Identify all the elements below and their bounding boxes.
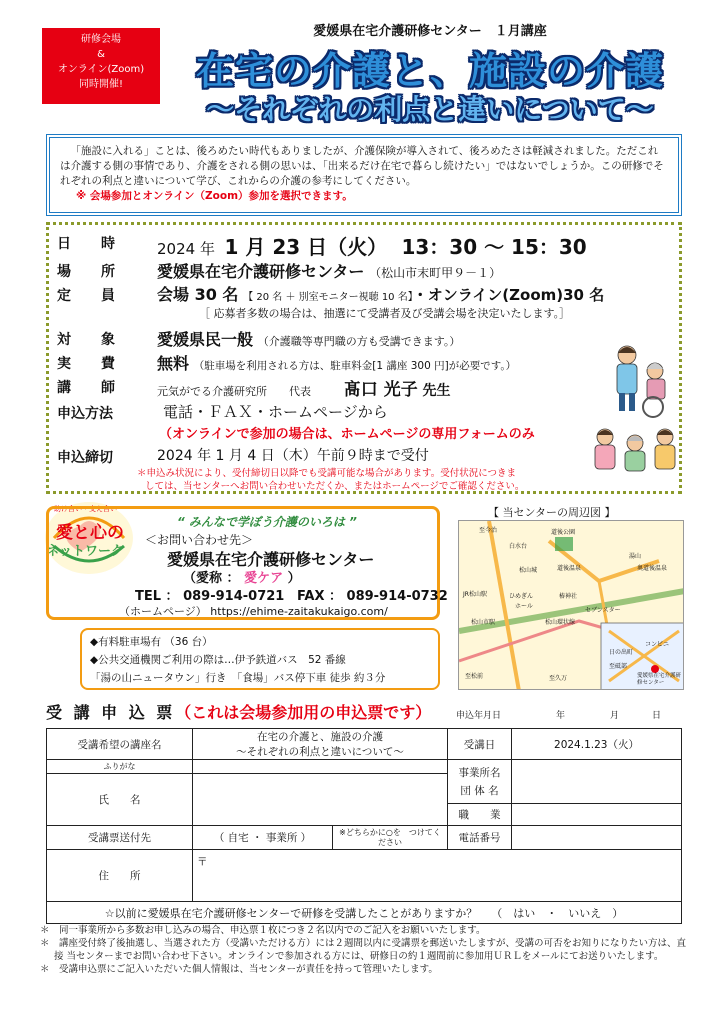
map-roads — [459, 521, 684, 690]
map-label-9: 松山環状線 — [545, 619, 576, 626]
target-value-wrap — [157, 327, 460, 350]
access-box — [80, 628, 440, 690]
capacity-note: ［ 応募者多数の場合は、抽選にて受講者及び受講会場を決定いたします。］ — [199, 307, 571, 320]
form-title: 受 講 申 込 票 — [46, 703, 176, 722]
badge-line2: & — [97, 49, 105, 60]
date-label: 日 時 — [57, 236, 123, 252]
name-field[interactable] — [193, 774, 448, 826]
postal-mark: 〒 — [197, 856, 208, 868]
event-badge — [42, 28, 160, 104]
capacity-label: 定 員 — [57, 288, 123, 304]
target-value: 愛媛県民一般 — [157, 330, 254, 349]
intro-text: 「施設に入れる」ことは、後ろめたい時代もありましたが、介護保険が導入されて、後ろめたさは軽減されました。ただこれは介護する側の事情であり、介護をされる側の思いは、「出来るだけ在宅で暮らし続けたい」ではないでしょうか。この研修でそれぞれの利点と違いについて学び、これからの介護の参考にしてください。 — [60, 145, 664, 187]
caregivers-group-illustration — [589, 425, 681, 479]
date-year: 2024 年 — [157, 240, 215, 258]
map-label-10: 椿神社 — [559, 593, 578, 600]
map-label-6: 奥道後温泉 — [637, 565, 668, 572]
furigana-field[interactable] — [193, 760, 448, 774]
place-address: （松山市末町甲９－１） — [369, 266, 502, 280]
group-label: 団 体 名 — [460, 784, 499, 797]
fee-value: 無料 — [157, 354, 190, 373]
course-date-label: 受講日 — [448, 729, 512, 760]
area-map — [458, 520, 684, 690]
lecturer-org: 元気がでる介護研究所 代表 — [157, 385, 311, 398]
map-label-11: セブンスター — [585, 607, 621, 614]
fax: FAX ： 089-914-0732 — [297, 589, 448, 604]
map-label-13: ひめぎん — [509, 593, 534, 600]
office-label-cell — [448, 760, 512, 804]
map-label-12: ホール — [515, 603, 533, 610]
capacity-value — [157, 282, 604, 305]
course-label: 受講希望の講座名 — [47, 729, 193, 760]
contact-box — [46, 506, 448, 620]
map-label-18: 日の出町 — [609, 649, 634, 656]
course-name1: 在宅の介護と、施設の介護 — [257, 731, 383, 743]
send-label: 受講票送付先 — [47, 826, 193, 850]
date-time: 13：30 ～ 15：30 — [401, 235, 587, 259]
previous-question: ☆以前に愛媛県在宅介護研修センターで研修を受講したことがありますか？ — [104, 906, 478, 920]
deadline-value: 2024 年 1 月 4 日（木）午前９時まで受付 — [157, 448, 429, 464]
lecturer-value-wrap — [157, 375, 450, 400]
note-2: ＊ 受講申込票にご記入いただいた個人情報は、当センターが責任を持って管理いたします。 — [40, 964, 438, 975]
office-field[interactable] — [512, 760, 682, 804]
address-field[interactable] — [193, 850, 682, 902]
logo-top-text: 助け合い・支え合い — [54, 505, 117, 513]
map-label-7: 松山市駅 — [471, 619, 496, 626]
capacity-venue: 会場 30 名 — [157, 285, 239, 304]
map-label-15: 至久万 — [549, 675, 568, 682]
send-options[interactable]: （ 自宅 ・ 事業所 ） — [193, 826, 333, 850]
lecturer-name: 髙口 光子 — [343, 380, 418, 400]
place-label: 場 所 — [57, 264, 123, 280]
target-label: 対 象 — [57, 332, 123, 348]
badge-line3: オンライン(Zoom) — [57, 64, 145, 75]
nickname-label: （愛称 ： — [183, 571, 240, 586]
note-0: ＊ 同一事業所から多数お申し込みの場合、申込票１枚につき２名以内でのご記入をお願いいたします。 — [40, 925, 486, 936]
caregiver-wheelchair-illustration — [609, 343, 675, 419]
apply-online: （オンラインで参加の場合は、ホームページの専用フォームのみ — [159, 427, 535, 442]
map-label-3: 松山城 — [519, 567, 538, 574]
job-label: 職 業 — [448, 804, 512, 826]
badge-line4: 同時開催! — [78, 79, 123, 90]
map-label-16: 愛媛県在宅介護研修センター — [637, 673, 682, 686]
page-subtitle: ～それぞれの利点と違いについて～ — [206, 93, 654, 126]
capacity-online: ・オンライン(Zoom)30 名 — [412, 286, 605, 304]
lecturer-suffix: 先生 — [422, 383, 451, 399]
name-label: 氏 名 — [47, 774, 193, 826]
phone-field[interactable] — [512, 826, 682, 850]
map-label-14: 至松前 — [465, 673, 484, 680]
previous-answer[interactable]: （ はい ・ いいえ ） — [491, 906, 624, 920]
lecturer-label: 講 師 — [57, 380, 123, 396]
form-title-wrap — [46, 700, 431, 723]
nickname-close: ） — [287, 571, 301, 586]
parking-line1: ◆有料駐車場有 （36 台） — [90, 636, 213, 648]
date-day: 1 月 23 日（火） — [224, 235, 388, 259]
map-label-2: 白水台 — [509, 543, 528, 550]
course-name2: ～それぞれの利点と違いについて～ — [236, 746, 404, 758]
course-name-cell — [193, 729, 448, 760]
phone-label: 電話番号 — [448, 826, 512, 850]
details-box — [46, 222, 682, 494]
inquiry-label: ＜お問い合わせ先＞ — [145, 533, 254, 547]
fee-value-wrap — [157, 351, 516, 374]
notes — [40, 924, 690, 976]
map-label-17: コンビニ — [645, 641, 670, 648]
deadline-label: 申込締切 — [57, 450, 113, 466]
apply-value: 電話・ＦＡＸ・ホームページから — [163, 403, 388, 421]
homepage-link[interactable]: https://ehime-zaitakukaigo.com/ — [210, 605, 388, 618]
place-value-wrap — [157, 259, 501, 282]
intro-box — [46, 134, 682, 216]
target-note: （介護職等専門職の方も受講できます。） — [257, 335, 461, 348]
apply-label: 申込方法 — [57, 406, 113, 422]
homepage-label: （ホームページ） — [119, 605, 207, 618]
place-value: 愛媛県在宅介護研修センター — [157, 262, 365, 281]
map-label-1: 道後公園 — [551, 529, 576, 536]
office-label: 事業所名 — [458, 766, 501, 779]
deadline-note1: ＊申込み状況により、受付締切日以降でも受講可能な場合があります。受付状況につきま — [137, 468, 517, 479]
nickname: 愛ケア — [244, 571, 284, 586]
intro-note: ※ 会場参加とオンライン（Zoom）参加を選択できます。 — [76, 190, 353, 202]
parking-line2: ◆公共交通機関ご利用の際は…伊予鉄道バス 52 番線 — [90, 654, 346, 666]
contact-org: 愛媛県在宅介護研修センター — [167, 550, 375, 569]
apply-day: 日 — [652, 711, 662, 721]
parking-line3: 「湯の山ニュータウン」行き 「食場」バス停下車 徒歩 約３分 — [90, 672, 386, 684]
supertitle: 愛媛県在宅介護研修センター １月講座 — [313, 24, 547, 39]
map-label-4: 道後温泉 — [557, 565, 582, 572]
capacity-detail: 【 20 名 ＋ 別室モニター視聴 10 名】 — [243, 292, 413, 303]
homepage-line — [119, 603, 388, 619]
application-form — [46, 728, 682, 924]
apply-year: 年 — [556, 711, 566, 721]
map-label-19: 至砥部 — [609, 663, 628, 670]
slogan: “ みんなで学ぼう介護のいろは ” — [177, 515, 357, 529]
logo-main1: 愛と心の — [56, 523, 124, 543]
job-field[interactable] — [512, 804, 682, 826]
apply-month: 月 — [610, 711, 620, 721]
fee-label: 実 費 — [57, 356, 123, 372]
send-note: ※どちらかに○を つけてください — [333, 826, 448, 850]
map-title: 【 当センターの周辺図 】 — [488, 506, 616, 519]
badge-line1: 研修会場 — [81, 34, 121, 45]
deadline-note2: しては、当センターへお問い合わせいただくか、またはホームページでご確認ください。 — [145, 481, 525, 492]
nickname-line — [183, 567, 301, 586]
fee-note: （駐車場を利用される方は、駐車料金[1 講座 300 円]が必要です。） — [193, 360, 517, 372]
map-label-8: JR松山駅 — [463, 591, 487, 598]
date-value — [157, 231, 587, 260]
logo-main2: ネットワーク — [46, 544, 125, 559]
furigana-label: ふりがな — [47, 760, 193, 774]
course-date-value: 2024.1.23（火） — [512, 729, 682, 760]
previous-question-row — [47, 902, 682, 924]
map-label-5: 湯山 — [629, 553, 642, 560]
note-1: ＊ 講座受付終了後抽選し、当選された方（受講いただける方）には２週間以内に受講票を郵送いたしますが、受講の可否をお知りになりたい方は、直接 当センターまでお問い合わせ下さい。オンラインで参加される方には、研修日の約１週間前に参加用ＵＲＬをメールにてお送りいたします。 — [40, 938, 687, 962]
map-label-0: 至今治 — [479, 527, 498, 534]
tel: TEL ： 089-914-0721 — [135, 589, 285, 604]
apply-date-label: 申込年月日 — [456, 711, 502, 721]
address-label: 住 所 — [47, 850, 193, 902]
page-title: 在宅の介護と、施設の介護 — [195, 49, 664, 93]
form-title-note: （これは会場参加用の申込票です） — [175, 703, 432, 722]
